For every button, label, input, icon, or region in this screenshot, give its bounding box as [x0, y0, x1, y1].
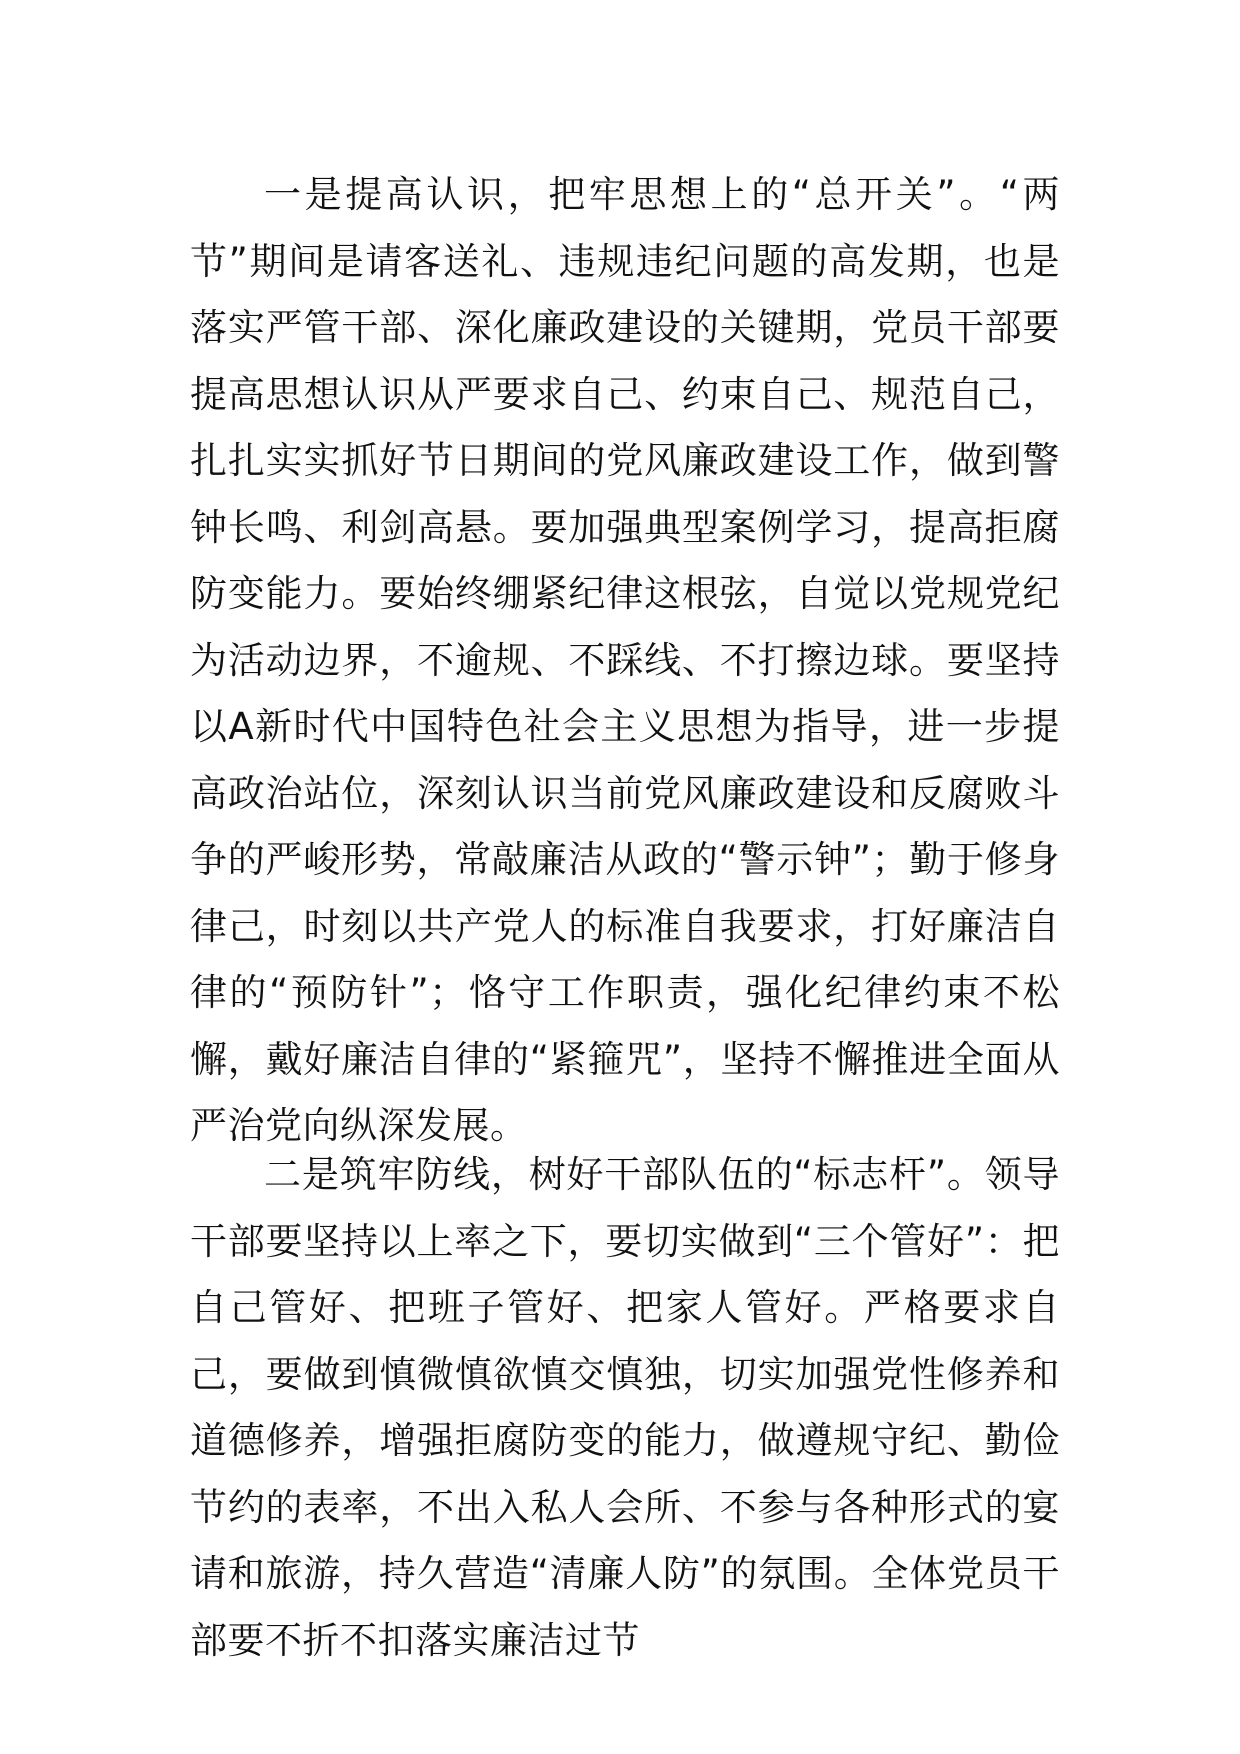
paragraph-2: 二是筑牢防线，树好干部队伍的“标志杆”。领导干部要坚持以上率之下，要切实做到“三个管好”：把自己管好、把班子管好、把家人管好。严格要求自己，要做到慎微慎欲慎交慎独，切实加强党性修养和道德修养，增强拒腐防变的能力，做遵规守纪、勤俭节约的表率，不出入私人会所、不参与各种形式的宴请和旅游，持久营造“清廉人防”的氛围。全体党员干部要不折不扣落实廉洁过节: [190, 1153, 1060, 1662]
paragraph-1: 一是提高认识，把牢思想上的“总开关”。“两节”期间是请客送礼、违规违纪问题的高发期，也是落实严管干部、深化廉政建设的关键期，党员干部要提高思想认识从严要求自己、约束自己、规范自己，扎扎实实抓好节日期间的党风廉政建设工作，做到警钟长鸣、利剑高悬。要加强典型案例学习，提高拒腐防变能力。要始终绷紧纪律这根弦，自觉以党规党纪为活动边界，不逾规、不踩线、不打擦边球。要坚持以A新时代中国特色社会主义思想为指导，进一步提高政治站位，深刻认识当前党风廉政建设和反腐败斗争的严峻形势，常敲廉洁从政的“警示钟”；勤于修身律己，时刻以共产党人的标准自我要求，打好廉洁自律的“预防针”；恪守工作职责，强化纪律约束不松懈，戴好廉洁自律的“紧箍咒”，坚持不懈推进全面从严治党向纵深发展。: [190, 173, 1060, 1147]
